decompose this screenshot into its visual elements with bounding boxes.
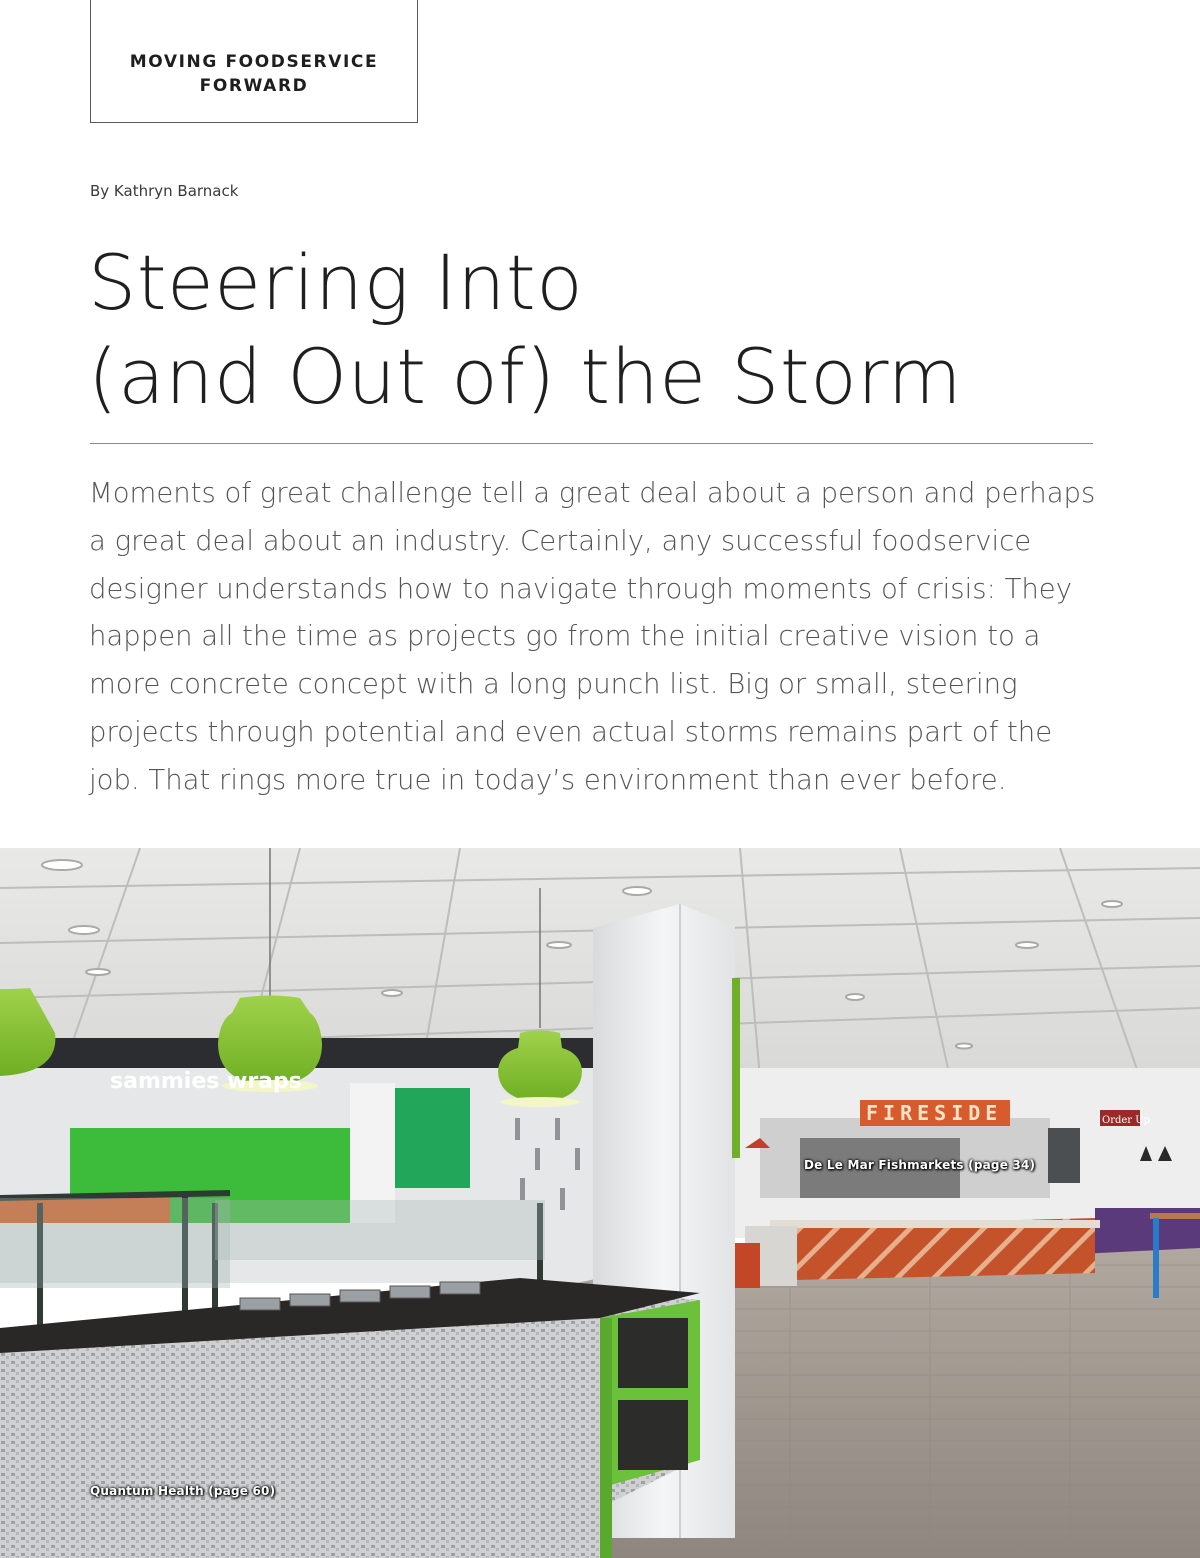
section-header-box	[90, 0, 418, 123]
article-title	[88, 236, 1098, 424]
title-line-1: Steering Into	[88, 238, 584, 327]
title-line-2: (and Out of) the Storm	[88, 332, 963, 421]
title-divider	[90, 443, 1093, 444]
byline: By Kathryn Barnack	[90, 182, 239, 200]
photo-caption-right: De Le Mar Fishmarkets (page 34)	[804, 1158, 1036, 1172]
cafeteria-photo-illustration	[0, 848, 1200, 1558]
fireside-sign: FIRESIDE	[866, 1101, 1003, 1125]
photo-caption-left: Quantum Health (page 60)	[90, 1484, 276, 1498]
cafeteria-photo	[0, 848, 1200, 1558]
article-deck: Moments of great challenge tell a great deal about a person and perhaps a great deal about an industry. Certainly, any successful foodservice designer understands how to navigate through moments of crisis: They happen all the time as projects go from the initial creative vision to a more concrete concept with a long punch list. Big or small, steering projects through potential and even actual storms remains part of the job. That rings more true in today’s environment than ever before.	[89, 477, 1096, 796]
sammies-sign: sammies wraps	[110, 1069, 302, 1094]
order-up-sign: Order Up	[1102, 1115, 1151, 1126]
section-label: MOVING FOODSERVICE FORWARD	[129, 52, 379, 96]
